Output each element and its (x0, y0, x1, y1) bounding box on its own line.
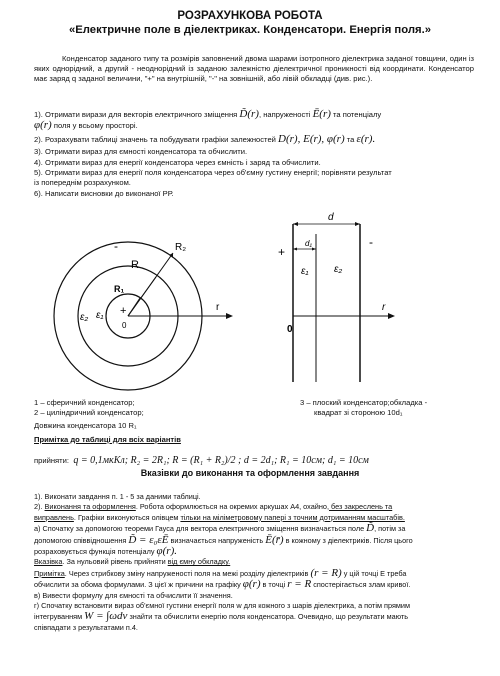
label-eps2-left: ε₂ (80, 312, 89, 323)
label-eps1-right: ε₁ (301, 266, 309, 277)
instr-a-cont: допомогою співвідношення D̃ = ε₀εĒ визначається напруженість Ē(r̄) в кожному з діелектриків. Після цього (34, 533, 413, 546)
task-5-cont: із попереднім розрахунком. (34, 178, 131, 188)
label-R: R (131, 259, 139, 271)
label-R1: R₁ (114, 284, 125, 294)
label-origin-right: 0 (287, 324, 293, 335)
instr-v: в) Вивести формулу для ємності та обчислити її значення. (34, 590, 233, 600)
task-6: 6). Написати висновки до виконаної РР. (34, 188, 174, 198)
instr-1: 1). Виконати завдання п. 1 - 5 за даними таблиці. (34, 492, 201, 501)
label-minus-outer: - (114, 239, 118, 253)
instructions-heading: Вказівки до виконання та оформлення завдання (140, 468, 360, 478)
instr-note-cont: обчислити за обома формулами. З цієї ж причини на графіку φ(r) в точці r = R спостерігається злам кривої. (34, 578, 411, 591)
page-title: РОЗРАХУНКОВА РОБОТА (177, 10, 323, 22)
figure-flat-capacitor (268, 210, 398, 400)
task-1: 1). Отримати вирази для векторів електричного зміщення D̃(r), напруженості Ē(r) та потенціалу (34, 108, 382, 120)
task-list (34, 109, 484, 199)
instr-a-cont2: розраховується функція потенціалу φ(r). (34, 545, 177, 558)
instr-2-cont: виправлень. Графіки виконуються олівцем тільки на міліметровому папері з точним дотриманням масштабів. (34, 512, 405, 522)
task-1-cont: φ(r) поля у всьому просторі. (34, 119, 138, 132)
radius-R1-line (128, 298, 140, 316)
instr-g: г) Спочатку встановити вираз об'ємної густини енергії поля w для кожного з шарів діелектрика, а потім прямим (34, 601, 411, 611)
label-R2: R₂ (175, 242, 187, 253)
instr-2: 2). Виконання та оформлення. Робота оформлюється на окремих аркушах А4, охайно, без закреслень та (34, 502, 393, 512)
label-plus-plate: + (278, 245, 286, 259)
label-d1: d₁ (305, 239, 312, 248)
r-axis-arrow (226, 313, 233, 319)
instr-g-cont2: співпадати з результатами п.4. (34, 622, 138, 632)
caption-left (34, 398, 181, 445)
task-3: 3). Отримати вираз для ємності конденсатора та обчислити. (34, 147, 248, 157)
task-2: 2). Розрахувати таблиці значень та побудувати графіки залежностей D(r), E(r), φ(r) та ε(r). (34, 132, 376, 145)
table-note: Примітка до таблиці для всіх варіантів (34, 434, 181, 444)
label-r-axis-left: r (216, 302, 220, 313)
label-d: d (328, 212, 334, 223)
task-4: 4). Отримати вираз для енергії конденсатора через ємність і заряд та обчислити. (34, 157, 321, 167)
instructions-list (34, 492, 486, 633)
label-eps2-right: ε₂ (334, 264, 343, 275)
instr-note: Примітка. Через стрибкову зміну напруженості поля на межі розділу діелектриків (r = R) у цій точці Е треба (34, 566, 407, 579)
caption-cylindrical: 2 – циліндричний конденсатор; (34, 408, 144, 418)
instr-a: а) Спочатку за допомогою теореми Гауса для вектора електричного зміщення визначається поле D̃, потім за (34, 522, 406, 535)
given-values: прийняти: q = 0,1мкКл; R₂ = 2R₁; R = (R₁ + R₂)/2 ; d = 2d₁; R₁ = 10см; d₁ = 10см (34, 455, 369, 466)
caption-flat: 3 – плоский конденсатор;обкладка - (300, 398, 428, 407)
label-minus-plate: - (369, 235, 373, 249)
instr-g-cont: інтегруванням W = ∫ωdv знайти та обчислити енергію поля конденсатора. Очевидно, що результати мають (34, 610, 409, 623)
caption-square: квадрат зі стороною 10d₁ (314, 408, 403, 418)
intro-paragraph: Конденсатор заданого типу та розмірів заповнений двома шарами ізотропного діелектрика заданої товщини, один із яких однорідний, а другий - неоднорідний із заданою залежністю діелектричної проникності від координати. Конденсатор має заряд q заданої величини, "+" на внутрішній, "-" на зовнішній, або лівій обкладці (див. рис.). (34, 54, 474, 83)
task-5: 5). Отримати вираз для енергії поля конденсатора через об'ємну густину енергії; порівняти результат (34, 168, 392, 178)
caption-length: Довжина конденсатора 10 R₁ (34, 421, 137, 431)
label-eps1-left: ε₁ (96, 310, 104, 321)
caption-spherical: 1 – сферичний конденсатор; (34, 398, 135, 407)
given-formula: q = 0,1мкКл; R₂ = 2R₁; R = (R₁ + R₂)/2 ; d = 2d₁; R₁ = 10см; d₁ = 10см (73, 455, 369, 466)
caption-right (300, 398, 427, 418)
label-plus-inner: + (120, 305, 127, 317)
label-origin: 0 (122, 321, 127, 330)
label-r-axis-right: r (382, 302, 386, 313)
instr-hint: Вказівка. За нульовий рівень прийняти від ємну обкладку. (34, 557, 231, 567)
page-subtitle: «Електричне поле в діелектриках. Конденсатори. Енергія поля.» (68, 24, 432, 36)
figure-spherical-capacitor (40, 228, 240, 398)
